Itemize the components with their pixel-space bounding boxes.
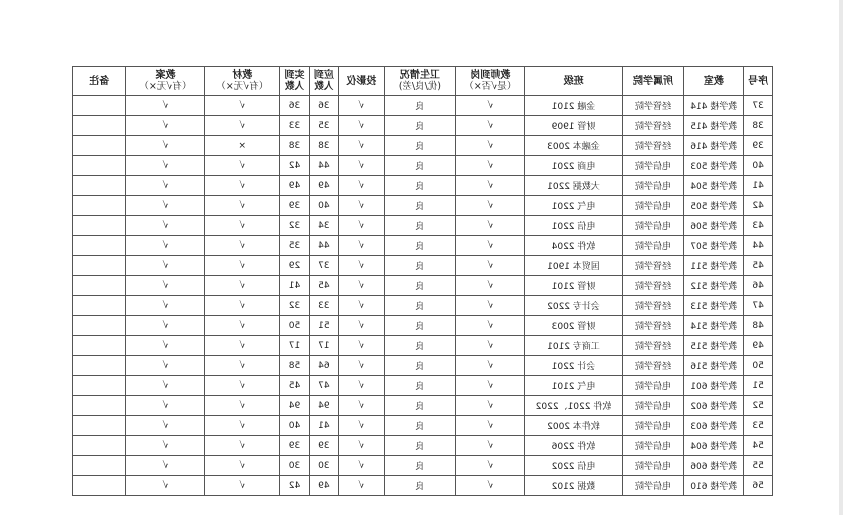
cell-remark — [73, 156, 126, 176]
cell-lesson-plan: √ — [126, 276, 205, 296]
cell-classroom: 教学楼 601 — [684, 376, 744, 396]
cell-class: 电气 2201 — [525, 196, 622, 216]
cell-projector: √ — [338, 196, 384, 216]
table-row — [73, 196, 773, 216]
classroom-inspection-table — [72, 66, 773, 496]
cell-college: 电信学院 — [622, 196, 684, 216]
cell-index: 39 — [744, 136, 773, 156]
cell-projector: √ — [338, 236, 384, 256]
cell-expected: 64 — [309, 356, 338, 376]
cell-actual: 38 — [280, 136, 310, 156]
cell-actual: 45 — [280, 376, 310, 396]
cell-classroom: 教学楼 512 — [684, 276, 744, 296]
table-row — [73, 456, 773, 476]
cell-classroom: 教学楼 416 — [684, 136, 744, 156]
cell-teacher-on-duty: √ — [456, 116, 525, 136]
cell-college: 电信学院 — [622, 396, 684, 416]
cell-projector: √ — [338, 116, 384, 136]
cell-hygiene: 良 — [384, 356, 455, 376]
cell-expected: 35 — [309, 116, 338, 136]
cell-class: 电气 2101 — [525, 376, 622, 396]
cell-expected: 17 — [309, 336, 338, 356]
cell-hygiene: 良 — [384, 336, 455, 356]
cell-lesson-plan: √ — [126, 216, 205, 236]
cell-college: 电信学院 — [622, 376, 684, 396]
cell-projector: √ — [338, 216, 384, 236]
cell-expected: 36 — [309, 96, 338, 116]
cell-college: 经管学院 — [622, 256, 684, 276]
cell-projector: √ — [338, 356, 384, 376]
page-edge — [839, 0, 843, 515]
table-row — [73, 416, 773, 436]
cell-projector: √ — [338, 396, 384, 416]
header-actual-line2: 人数 — [285, 81, 305, 92]
cell-projector: √ — [338, 416, 384, 436]
cell-projector: √ — [338, 136, 384, 156]
cell-class: 电信 2202 — [525, 456, 622, 476]
cell-hygiene: 良 — [384, 216, 455, 236]
cell-college: 经管学院 — [622, 356, 684, 376]
cell-textbook: √ — [205, 216, 280, 236]
table-row — [73, 176, 773, 196]
cell-teacher-on-duty: √ — [456, 296, 525, 316]
cell-index: 52 — [744, 396, 773, 416]
cell-lesson-plan: √ — [126, 136, 205, 156]
cell-teacher-on-duty: √ — [456, 96, 525, 116]
cell-index: 45 — [744, 256, 773, 276]
cell-lesson-plan: √ — [126, 256, 205, 276]
cell-class: 会计 2201 — [525, 356, 622, 376]
cell-remark — [73, 356, 126, 376]
cell-index: 44 — [744, 236, 773, 256]
table-body — [73, 96, 773, 496]
cell-index: 38 — [744, 116, 773, 136]
cell-classroom: 教学楼 603 — [684, 416, 744, 436]
cell-actual: 42 — [280, 476, 310, 496]
table-row — [73, 156, 773, 176]
cell-remark — [73, 196, 126, 216]
cell-college: 经管学院 — [622, 276, 684, 296]
cell-lesson-plan: √ — [126, 396, 205, 416]
header-row — [73, 67, 773, 96]
cell-textbook: √ — [205, 236, 280, 256]
cell-class: 财管 2101 — [525, 276, 622, 296]
cell-hygiene: 良 — [384, 476, 455, 496]
cell-class: 金融本 2003 — [525, 136, 622, 156]
cell-expected: 40 — [309, 196, 338, 216]
cell-textbook: √ — [205, 296, 280, 316]
cell-expected: 94 — [309, 396, 338, 416]
cell-class: 工商专 2101 — [525, 336, 622, 356]
cell-textbook: √ — [205, 196, 280, 216]
cell-remark — [73, 216, 126, 236]
cell-expected: 37 — [309, 256, 338, 276]
cell-teacher-on-duty: √ — [456, 356, 525, 376]
cell-expected: 33 — [309, 296, 338, 316]
cell-lesson-plan: √ — [126, 376, 205, 396]
cell-hygiene: 良 — [384, 236, 455, 256]
header-class: 班级 — [525, 67, 622, 96]
cell-expected: 44 — [309, 236, 338, 256]
cell-remark — [73, 396, 126, 416]
cell-index: 54 — [744, 436, 773, 456]
cell-textbook: √ — [205, 476, 280, 496]
cell-projector: √ — [338, 436, 384, 456]
cell-lesson-plan: √ — [126, 196, 205, 216]
cell-projector: √ — [338, 256, 384, 276]
cell-classroom: 教学楼 415 — [684, 116, 744, 136]
cell-textbook: √ — [205, 316, 280, 336]
cell-remark — [73, 236, 126, 256]
header-classroom: 教室 — [684, 67, 744, 96]
cell-projector: √ — [338, 316, 384, 336]
cell-actual: 29 — [280, 256, 310, 276]
cell-teacher-on-duty: √ — [456, 176, 525, 196]
header-hygiene-hint: (优/良/差) — [398, 81, 442, 92]
cell-index: 51 — [744, 376, 773, 396]
cell-index: 53 — [744, 416, 773, 436]
cell-expected: 39 — [309, 436, 338, 456]
cell-index: 40 — [744, 156, 773, 176]
table-row — [73, 276, 773, 296]
cell-textbook: √ — [205, 176, 280, 196]
cell-hygiene: 良 — [384, 296, 455, 316]
cell-college: 经管学院 — [622, 296, 684, 316]
cell-class: 国贸本 1901 — [525, 256, 622, 276]
cell-actual: 32 — [280, 296, 310, 316]
header-lesson-plan — [126, 67, 205, 96]
cell-textbook: √ — [205, 356, 280, 376]
header-lesson-plan-hint: （有√无×） — [139, 81, 192, 92]
cell-college: 经管学院 — [622, 116, 684, 136]
cell-actual: 36 — [280, 96, 310, 116]
cell-textbook: √ — [205, 276, 280, 296]
cell-teacher-on-duty: √ — [456, 316, 525, 336]
cell-lesson-plan: √ — [126, 296, 205, 316]
cell-college: 经管学院 — [622, 336, 684, 356]
cell-class: 软件本 2002 — [525, 416, 622, 436]
cell-textbook: × — [205, 136, 280, 156]
cell-teacher-on-duty: √ — [456, 436, 525, 456]
cell-actual: 30 — [280, 456, 310, 476]
cell-remark — [73, 416, 126, 436]
cell-index: 47 — [744, 296, 773, 316]
cell-teacher-on-duty: √ — [456, 336, 525, 356]
cell-college: 电信学院 — [622, 476, 684, 496]
header-textbook-hint: （有√无×） — [216, 81, 269, 92]
cell-lesson-plan: √ — [126, 476, 205, 496]
header-expected-line2: 人数 — [314, 81, 334, 92]
cell-remark — [73, 116, 126, 136]
cell-expected: 49 — [309, 476, 338, 496]
cell-lesson-plan: √ — [126, 236, 205, 256]
cell-remark — [73, 96, 126, 116]
cell-hygiene: 良 — [384, 316, 455, 336]
cell-classroom: 教学楼 516 — [684, 356, 744, 376]
cell-lesson-plan: √ — [126, 356, 205, 376]
cell-hygiene: 良 — [384, 416, 455, 436]
cell-lesson-plan: √ — [126, 336, 205, 356]
cell-class: 电商 2201 — [525, 156, 622, 176]
cell-teacher-on-duty: √ — [456, 476, 525, 496]
cell-actual: 40 — [280, 416, 310, 436]
cell-index: 56 — [744, 476, 773, 496]
header-college: 所属学院 — [622, 67, 684, 96]
cell-teacher-on-duty: √ — [456, 276, 525, 296]
cell-lesson-plan: √ — [126, 116, 205, 136]
cell-remark — [73, 176, 126, 196]
cell-actual: 39 — [280, 436, 310, 456]
header-projector: 投影仪 — [338, 67, 384, 96]
cell-hygiene: 良 — [384, 256, 455, 276]
cell-textbook: √ — [205, 416, 280, 436]
table-row — [73, 476, 773, 496]
cell-index: 42 — [744, 196, 773, 216]
table-row — [73, 136, 773, 156]
cell-remark — [73, 316, 126, 336]
header-remarks: 备注 — [73, 67, 126, 96]
cell-classroom: 教学楼 505 — [684, 196, 744, 216]
cell-textbook: √ — [205, 256, 280, 276]
cell-college: 电信学院 — [622, 216, 684, 236]
cell-class: 财管 2003 — [525, 316, 622, 336]
cell-expected: 51 — [309, 316, 338, 336]
cell-college: 电信学院 — [622, 456, 684, 476]
cell-teacher-on-duty: √ — [456, 216, 525, 236]
cell-college: 经管学院 — [622, 316, 684, 336]
cell-lesson-plan: √ — [126, 96, 205, 116]
header-index: 序号 — [744, 67, 773, 96]
cell-class: 软件 2206 — [525, 436, 622, 456]
cell-textbook: √ — [205, 96, 280, 116]
cell-actual: 42 — [280, 156, 310, 176]
cell-expected: 44 — [309, 156, 338, 176]
cell-textbook: √ — [205, 436, 280, 456]
cell-classroom: 教学楼 414 — [684, 96, 744, 116]
cell-classroom: 教学楼 504 — [684, 176, 744, 196]
cell-actual: 17 — [280, 336, 310, 356]
cell-projector: √ — [338, 176, 384, 196]
cell-class: 数据 2102 — [525, 476, 622, 496]
cell-expected: 47 — [309, 376, 338, 396]
table-row — [73, 96, 773, 116]
cell-classroom: 教学楼 602 — [684, 396, 744, 416]
cell-projector: √ — [338, 476, 384, 496]
cell-lesson-plan: √ — [126, 436, 205, 456]
cell-college: 经管学院 — [622, 96, 684, 116]
cell-class: 大数据 2201 — [525, 176, 622, 196]
cell-remark — [73, 476, 126, 496]
header-hygiene-title: 卫生情况 — [399, 70, 440, 81]
cell-class: 电信 2201 — [525, 216, 622, 236]
cell-teacher-on-duty: √ — [456, 376, 525, 396]
cell-remark — [73, 436, 126, 456]
cell-class: 财管 1909 — [525, 116, 622, 136]
header-hygiene — [384, 67, 455, 96]
table-row — [73, 436, 773, 456]
header-teacher-on-duty — [456, 67, 525, 96]
cell-index: 50 — [744, 356, 773, 376]
cell-textbook: √ — [205, 376, 280, 396]
cell-remark — [73, 136, 126, 156]
cell-remark — [73, 276, 126, 296]
header-actual-line1: 实到 — [284, 70, 305, 81]
cell-hygiene: 良 — [384, 136, 455, 156]
table-row — [73, 256, 773, 276]
cell-classroom: 教学楼 511 — [684, 256, 744, 276]
inspection-table-wrapper — [72, 66, 773, 496]
cell-index: 37 — [744, 96, 773, 116]
cell-remark — [73, 456, 126, 476]
cell-classroom: 教学楼 515 — [684, 336, 744, 356]
cell-projector: √ — [338, 456, 384, 476]
header-expected — [309, 67, 338, 96]
cell-hygiene: 良 — [384, 396, 455, 416]
cell-actual: 33 — [280, 116, 310, 136]
table-row — [73, 316, 773, 336]
cell-classroom: 教学楼 513 — [684, 296, 744, 316]
cell-college: 电信学院 — [622, 416, 684, 436]
cell-teacher-on-duty: √ — [456, 456, 525, 476]
cell-teacher-on-duty: √ — [456, 196, 525, 216]
cell-projector: √ — [338, 96, 384, 116]
cell-expected: 41 — [309, 416, 338, 436]
cell-remark — [73, 336, 126, 356]
cell-teacher-on-duty: √ — [456, 396, 525, 416]
cell-class: 软件 2201、2202 — [525, 396, 622, 416]
cell-teacher-on-duty: √ — [456, 236, 525, 256]
cell-lesson-plan: √ — [126, 316, 205, 336]
cell-textbook: √ — [205, 116, 280, 136]
cell-actual: 35 — [280, 236, 310, 256]
table-row — [73, 116, 773, 136]
cell-expected: 34 — [309, 216, 338, 236]
table-row — [73, 356, 773, 376]
cell-actual: 41 — [280, 276, 310, 296]
header-lesson-plan-title: 教案 — [155, 70, 176, 81]
header-textbook-title: 教材 — [232, 70, 253, 81]
cell-lesson-plan: √ — [126, 156, 205, 176]
cell-textbook: √ — [205, 336, 280, 356]
cell-projector: √ — [338, 336, 384, 356]
cell-hygiene: 良 — [384, 176, 455, 196]
cell-index: 48 — [744, 316, 773, 336]
cell-college: 电信学院 — [622, 436, 684, 456]
cell-classroom: 教学楼 503 — [684, 156, 744, 176]
cell-college: 电信学院 — [622, 156, 684, 176]
cell-hygiene: 良 — [384, 96, 455, 116]
header-expected-line1: 应到 — [313, 70, 334, 81]
cell-index: 46 — [744, 276, 773, 296]
cell-teacher-on-duty: √ — [456, 156, 525, 176]
cell-projector: √ — [338, 296, 384, 316]
cell-actual: 58 — [280, 356, 310, 376]
cell-teacher-on-duty: √ — [456, 416, 525, 436]
cell-projector: √ — [338, 156, 384, 176]
table-row — [73, 376, 773, 396]
cell-teacher-on-duty: √ — [456, 136, 525, 156]
cell-hygiene: 良 — [384, 376, 455, 396]
cell-hygiene: 良 — [384, 156, 455, 176]
cell-textbook: √ — [205, 156, 280, 176]
header-actual — [280, 67, 310, 96]
cell-expected: 38 — [309, 136, 338, 156]
cell-remark — [73, 256, 126, 276]
cell-class: 金融 2101 — [525, 96, 622, 116]
header-textbook — [205, 67, 280, 96]
cell-classroom: 教学楼 507 — [684, 236, 744, 256]
cell-projector: √ — [338, 276, 384, 296]
cell-lesson-plan: √ — [126, 176, 205, 196]
cell-hygiene: 良 — [384, 196, 455, 216]
cell-actual: 49 — [280, 176, 310, 196]
cell-college: 电信学院 — [622, 176, 684, 196]
cell-class: 会计专 2202 — [525, 296, 622, 316]
cell-teacher-on-duty: √ — [456, 256, 525, 276]
cell-expected: 45 — [309, 276, 338, 296]
cell-class: 软件 2204 — [525, 236, 622, 256]
cell-textbook: √ — [205, 456, 280, 476]
cell-classroom: 教学楼 610 — [684, 476, 744, 496]
cell-lesson-plan: √ — [126, 416, 205, 436]
table-row — [73, 336, 773, 356]
cell-hygiene: 良 — [384, 116, 455, 136]
table-row — [73, 296, 773, 316]
cell-index: 55 — [744, 456, 773, 476]
cell-classroom: 教学楼 606 — [684, 456, 744, 476]
cell-index: 49 — [744, 336, 773, 356]
cell-index: 41 — [744, 176, 773, 196]
cell-remark — [73, 296, 126, 316]
cell-remark — [73, 376, 126, 396]
cell-lesson-plan: √ — [126, 456, 205, 476]
cell-classroom: 教学楼 506 — [684, 216, 744, 236]
cell-projector: √ — [338, 376, 384, 396]
table-row — [73, 396, 773, 416]
cell-hygiene: 良 — [384, 436, 455, 456]
cell-index: 43 — [744, 216, 773, 236]
cell-college: 经管学院 — [622, 136, 684, 156]
cell-actual: 94 — [280, 396, 310, 416]
cell-hygiene: 良 — [384, 276, 455, 296]
cell-college: 电信学院 — [622, 236, 684, 256]
cell-hygiene: 良 — [384, 456, 455, 476]
cell-actual: 50 — [280, 316, 310, 336]
cell-textbook: √ — [205, 396, 280, 416]
cell-actual: 32 — [280, 216, 310, 236]
cell-actual: 39 — [280, 196, 310, 216]
cell-expected: 49 — [309, 176, 338, 196]
cell-classroom: 教学楼 514 — [684, 316, 744, 336]
cell-expected: 30 — [309, 456, 338, 476]
table-row — [73, 216, 773, 236]
header-teacher-on-duty-title: 教师到岗 — [470, 70, 511, 81]
header-teacher-on-duty-hint: （是√否×） — [464, 81, 517, 92]
cell-classroom: 教学楼 604 — [684, 436, 744, 456]
table-row — [73, 236, 773, 256]
